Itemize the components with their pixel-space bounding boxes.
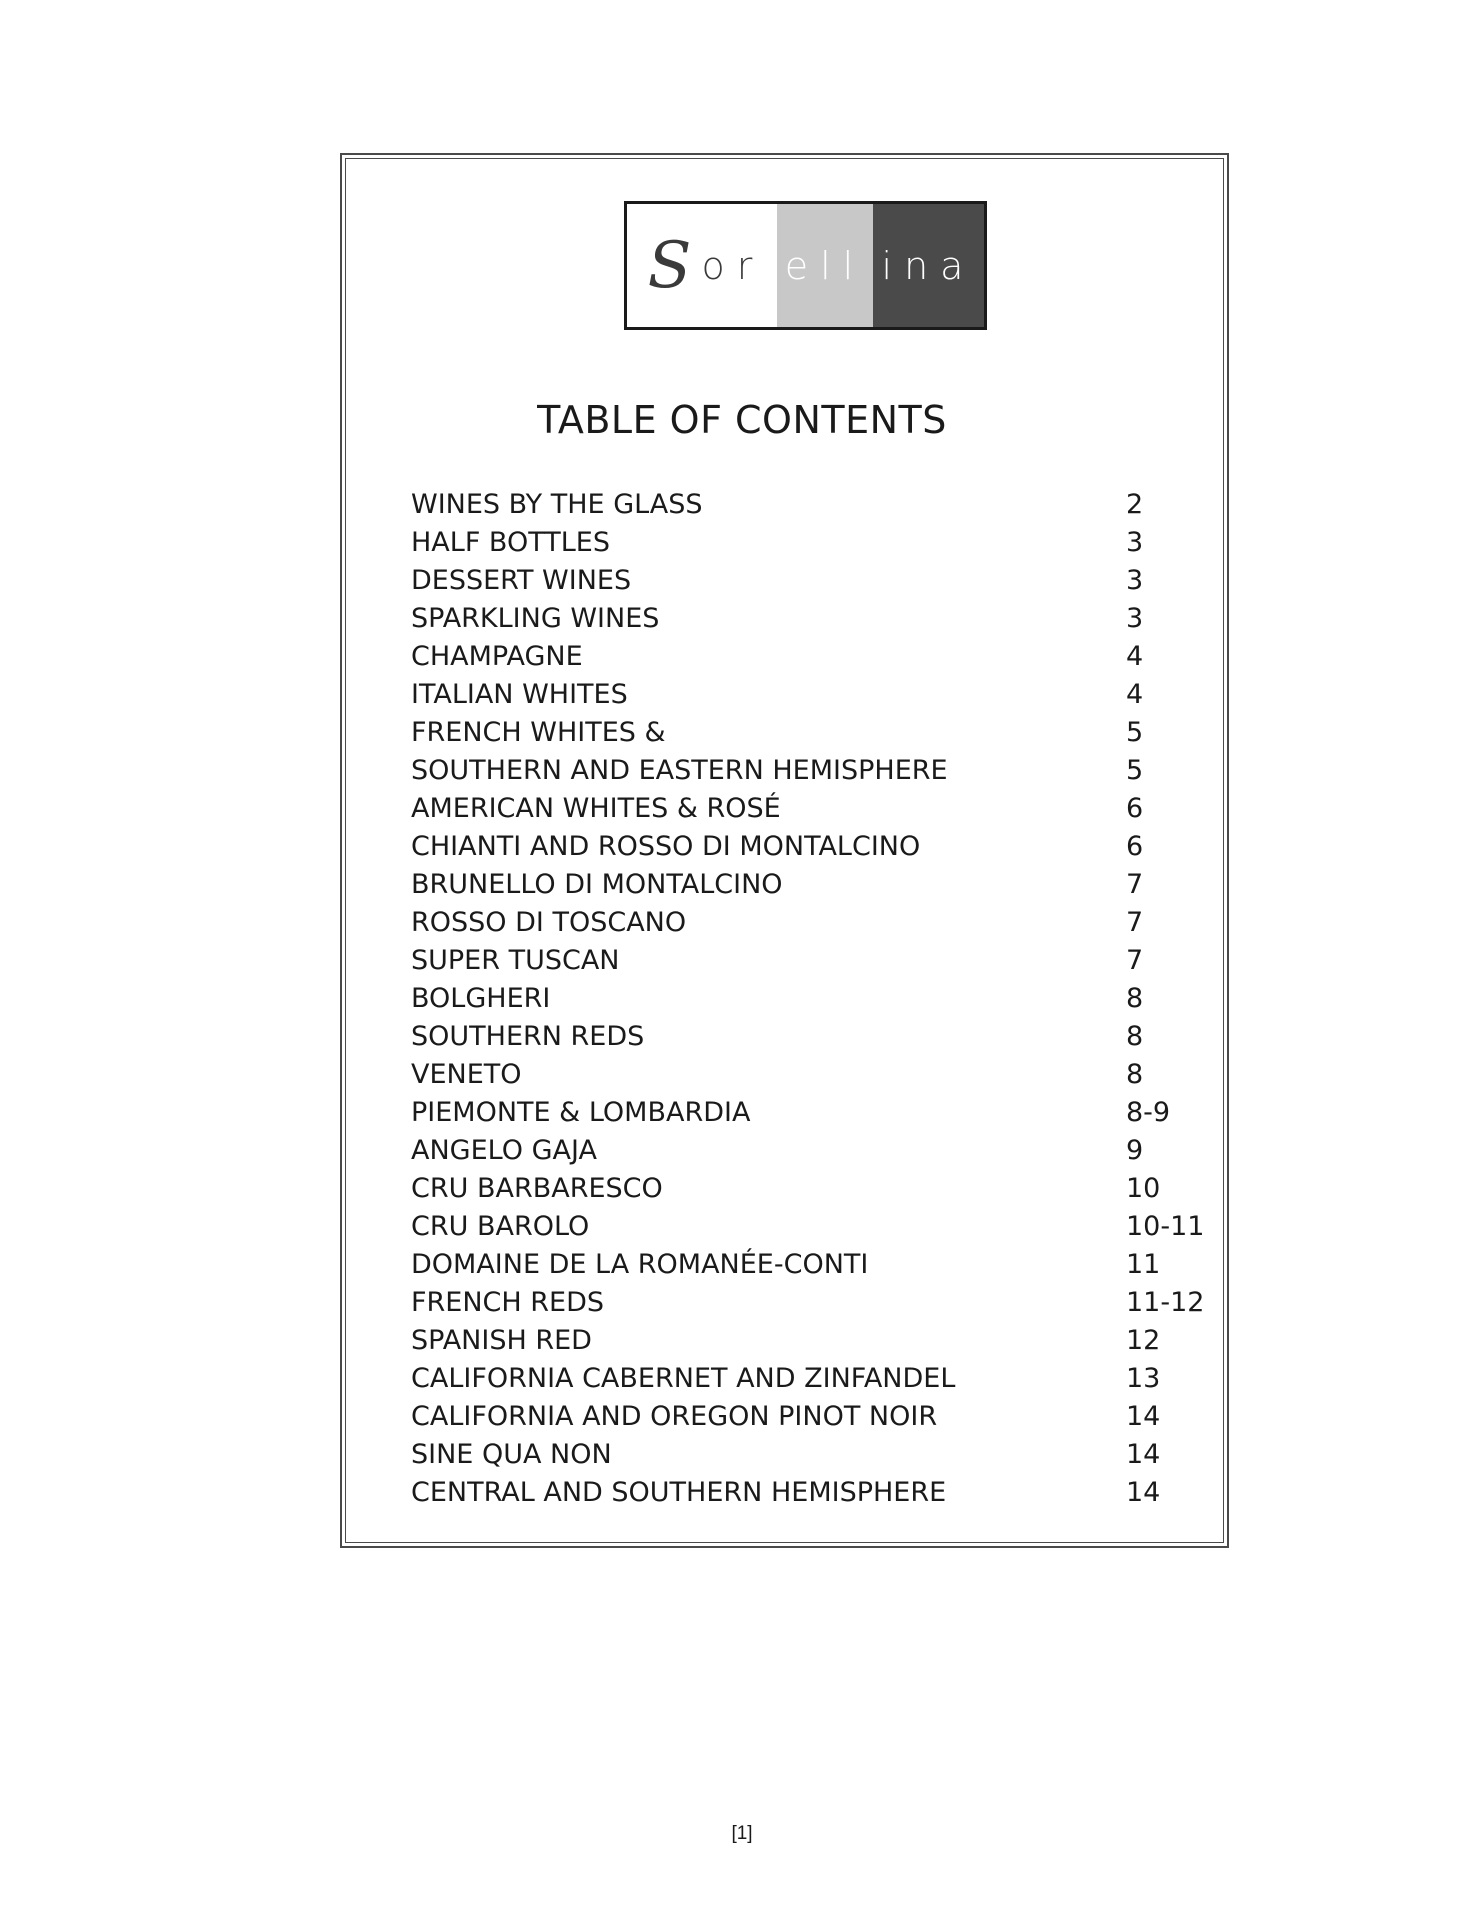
toc-entry-label: SINE QUA NON — [411, 1439, 612, 1470]
toc-entry-label: SPARKLING WINES — [411, 603, 660, 634]
toc-entry-page: 9 — [1126, 1135, 1144, 1166]
toc-entry — [411, 1398, 1211, 1436]
table-of-contents — [411, 486, 1211, 1512]
toc-entry — [411, 866, 1211, 904]
toc-entry — [411, 980, 1211, 1018]
toc-entry-label: FRENCH WHITES & — [411, 717, 666, 748]
toc-entry — [411, 1322, 1211, 1360]
toc-entry-page: 6 — [1126, 793, 1144, 824]
toc-entry-page: 4 — [1126, 679, 1144, 710]
toc-entry — [411, 1056, 1211, 1094]
toc-entry-label: SOUTHERN REDS — [411, 1021, 645, 1052]
toc-entry — [411, 790, 1211, 828]
toc-entry-page: 2 — [1126, 489, 1144, 520]
toc-entry-label: CALIFORNIA CABERNET AND ZINFANDEL — [411, 1363, 956, 1394]
toc-entry-label: PIEMONTE & LOMBARDIA — [411, 1097, 751, 1128]
toc-entry-page: 6 — [1126, 831, 1144, 862]
toc-entry — [411, 1208, 1211, 1246]
toc-entry-page: 8 — [1126, 983, 1144, 1014]
toc-entry-label: CENTRAL AND SOUTHERN HEMISPHERE — [411, 1477, 947, 1508]
toc-entry-label: CRU BARBARESCO — [411, 1173, 663, 1204]
toc-entry-label: VENETO — [411, 1059, 522, 1090]
toc-entry-page: 11 — [1126, 1249, 1161, 1280]
toc-entry-label: WINES BY THE GLASS — [411, 489, 703, 520]
logo-text-3: ina — [881, 243, 976, 288]
toc-entry-page: 4 — [1126, 641, 1144, 672]
toc-entry-label: CHIANTI AND ROSSO DI MONTALCINO — [411, 831, 921, 862]
toc-entry-page: 13 — [1126, 1363, 1161, 1394]
toc-entry-page: 8 — [1126, 1059, 1144, 1090]
toc-entry-page: 7 — [1126, 907, 1144, 938]
toc-entry — [411, 1284, 1211, 1322]
toc-entry-page: 5 — [1126, 755, 1144, 786]
toc-entry-label: SOUTHERN AND EASTERN HEMISPHERE — [411, 755, 948, 786]
toc-entry — [411, 1474, 1211, 1512]
toc-entry-label: AMERICAN WHITES & ROSÉ — [411, 793, 781, 824]
toc-entry — [411, 638, 1211, 676]
toc-entry-label: SPANISH RED — [411, 1325, 592, 1356]
toc-entry — [411, 676, 1211, 714]
toc-entry-label: ITALIAN WHITES — [411, 679, 628, 710]
toc-entry-page: 3 — [1126, 565, 1144, 596]
toc-entry — [411, 1436, 1211, 1474]
toc-entry-label: CRU BAROLO — [411, 1211, 590, 1242]
toc-entry — [411, 1170, 1211, 1208]
toc-entry-label: ANGELO GAJA — [411, 1135, 597, 1166]
toc-entry — [411, 942, 1211, 980]
logo-segment-grey — [777, 204, 873, 327]
toc-entry — [411, 1246, 1211, 1284]
toc-entry — [411, 562, 1211, 600]
toc-entry-page: 3 — [1126, 603, 1144, 634]
toc-entry-label: DOMAINE DE LA ROMANÉE-CONTI — [411, 1249, 869, 1280]
toc-entry — [411, 904, 1211, 942]
toc-entry — [411, 600, 1211, 638]
page-number: [1] — [731, 1823, 753, 1844]
toc-entry-page: 8 — [1126, 1021, 1144, 1052]
toc-entry-page: 11-12 — [1126, 1287, 1205, 1318]
toc-entry-label: SUPER TUSCAN — [411, 945, 620, 976]
toc-entry-page: 10 — [1126, 1173, 1161, 1204]
logo-initial: S — [647, 228, 692, 303]
toc-entry — [411, 828, 1211, 866]
toc-entry-page: 14 — [1126, 1401, 1161, 1432]
logo-segment-white — [627, 204, 777, 327]
toc-entry-page: 10-11 — [1126, 1211, 1205, 1242]
toc-entry — [411, 714, 1211, 752]
toc-entry-label: CHAMPAGNE — [411, 641, 583, 672]
sorellina-logo — [624, 201, 987, 330]
toc-entry-label: ROSSO DI TOSCANO — [411, 907, 687, 938]
logo-segment-dark — [873, 204, 984, 327]
toc-entry-label: HALF BOTTLES — [411, 527, 610, 558]
toc-entry-page: 7 — [1126, 869, 1144, 900]
toc-entry-page: 7 — [1126, 945, 1144, 976]
toc-entry-label: BRUNELLO DI MONTALCINO — [411, 869, 783, 900]
toc-entry — [411, 1360, 1211, 1398]
toc-entry-page: 14 — [1126, 1439, 1161, 1470]
toc-entry — [411, 752, 1211, 790]
toc-entry-page: 12 — [1126, 1325, 1161, 1356]
toc-entry-label: FRENCH REDS — [411, 1287, 605, 1318]
logo-text-2: ell — [784, 243, 866, 288]
toc-entry-label: DESSERT WINES — [411, 565, 632, 596]
toc-entry — [411, 486, 1211, 524]
toc-entry-page: 8-9 — [1126, 1097, 1171, 1128]
toc-entry-page: 5 — [1126, 717, 1144, 748]
toc-entry — [411, 1094, 1211, 1132]
toc-entry — [411, 1132, 1211, 1170]
page-title: TABLE OF CONTENTS — [537, 398, 947, 442]
toc-entry — [411, 1018, 1211, 1056]
logo-text-1: or — [701, 243, 765, 288]
toc-entry — [411, 524, 1211, 562]
toc-entry-page: 14 — [1126, 1477, 1161, 1508]
toc-entry-label: CALIFORNIA AND OREGON PINOT NOIR — [411, 1401, 938, 1432]
toc-entry-page: 3 — [1126, 527, 1144, 558]
toc-entry-label: BOLGHERI — [411, 983, 551, 1014]
